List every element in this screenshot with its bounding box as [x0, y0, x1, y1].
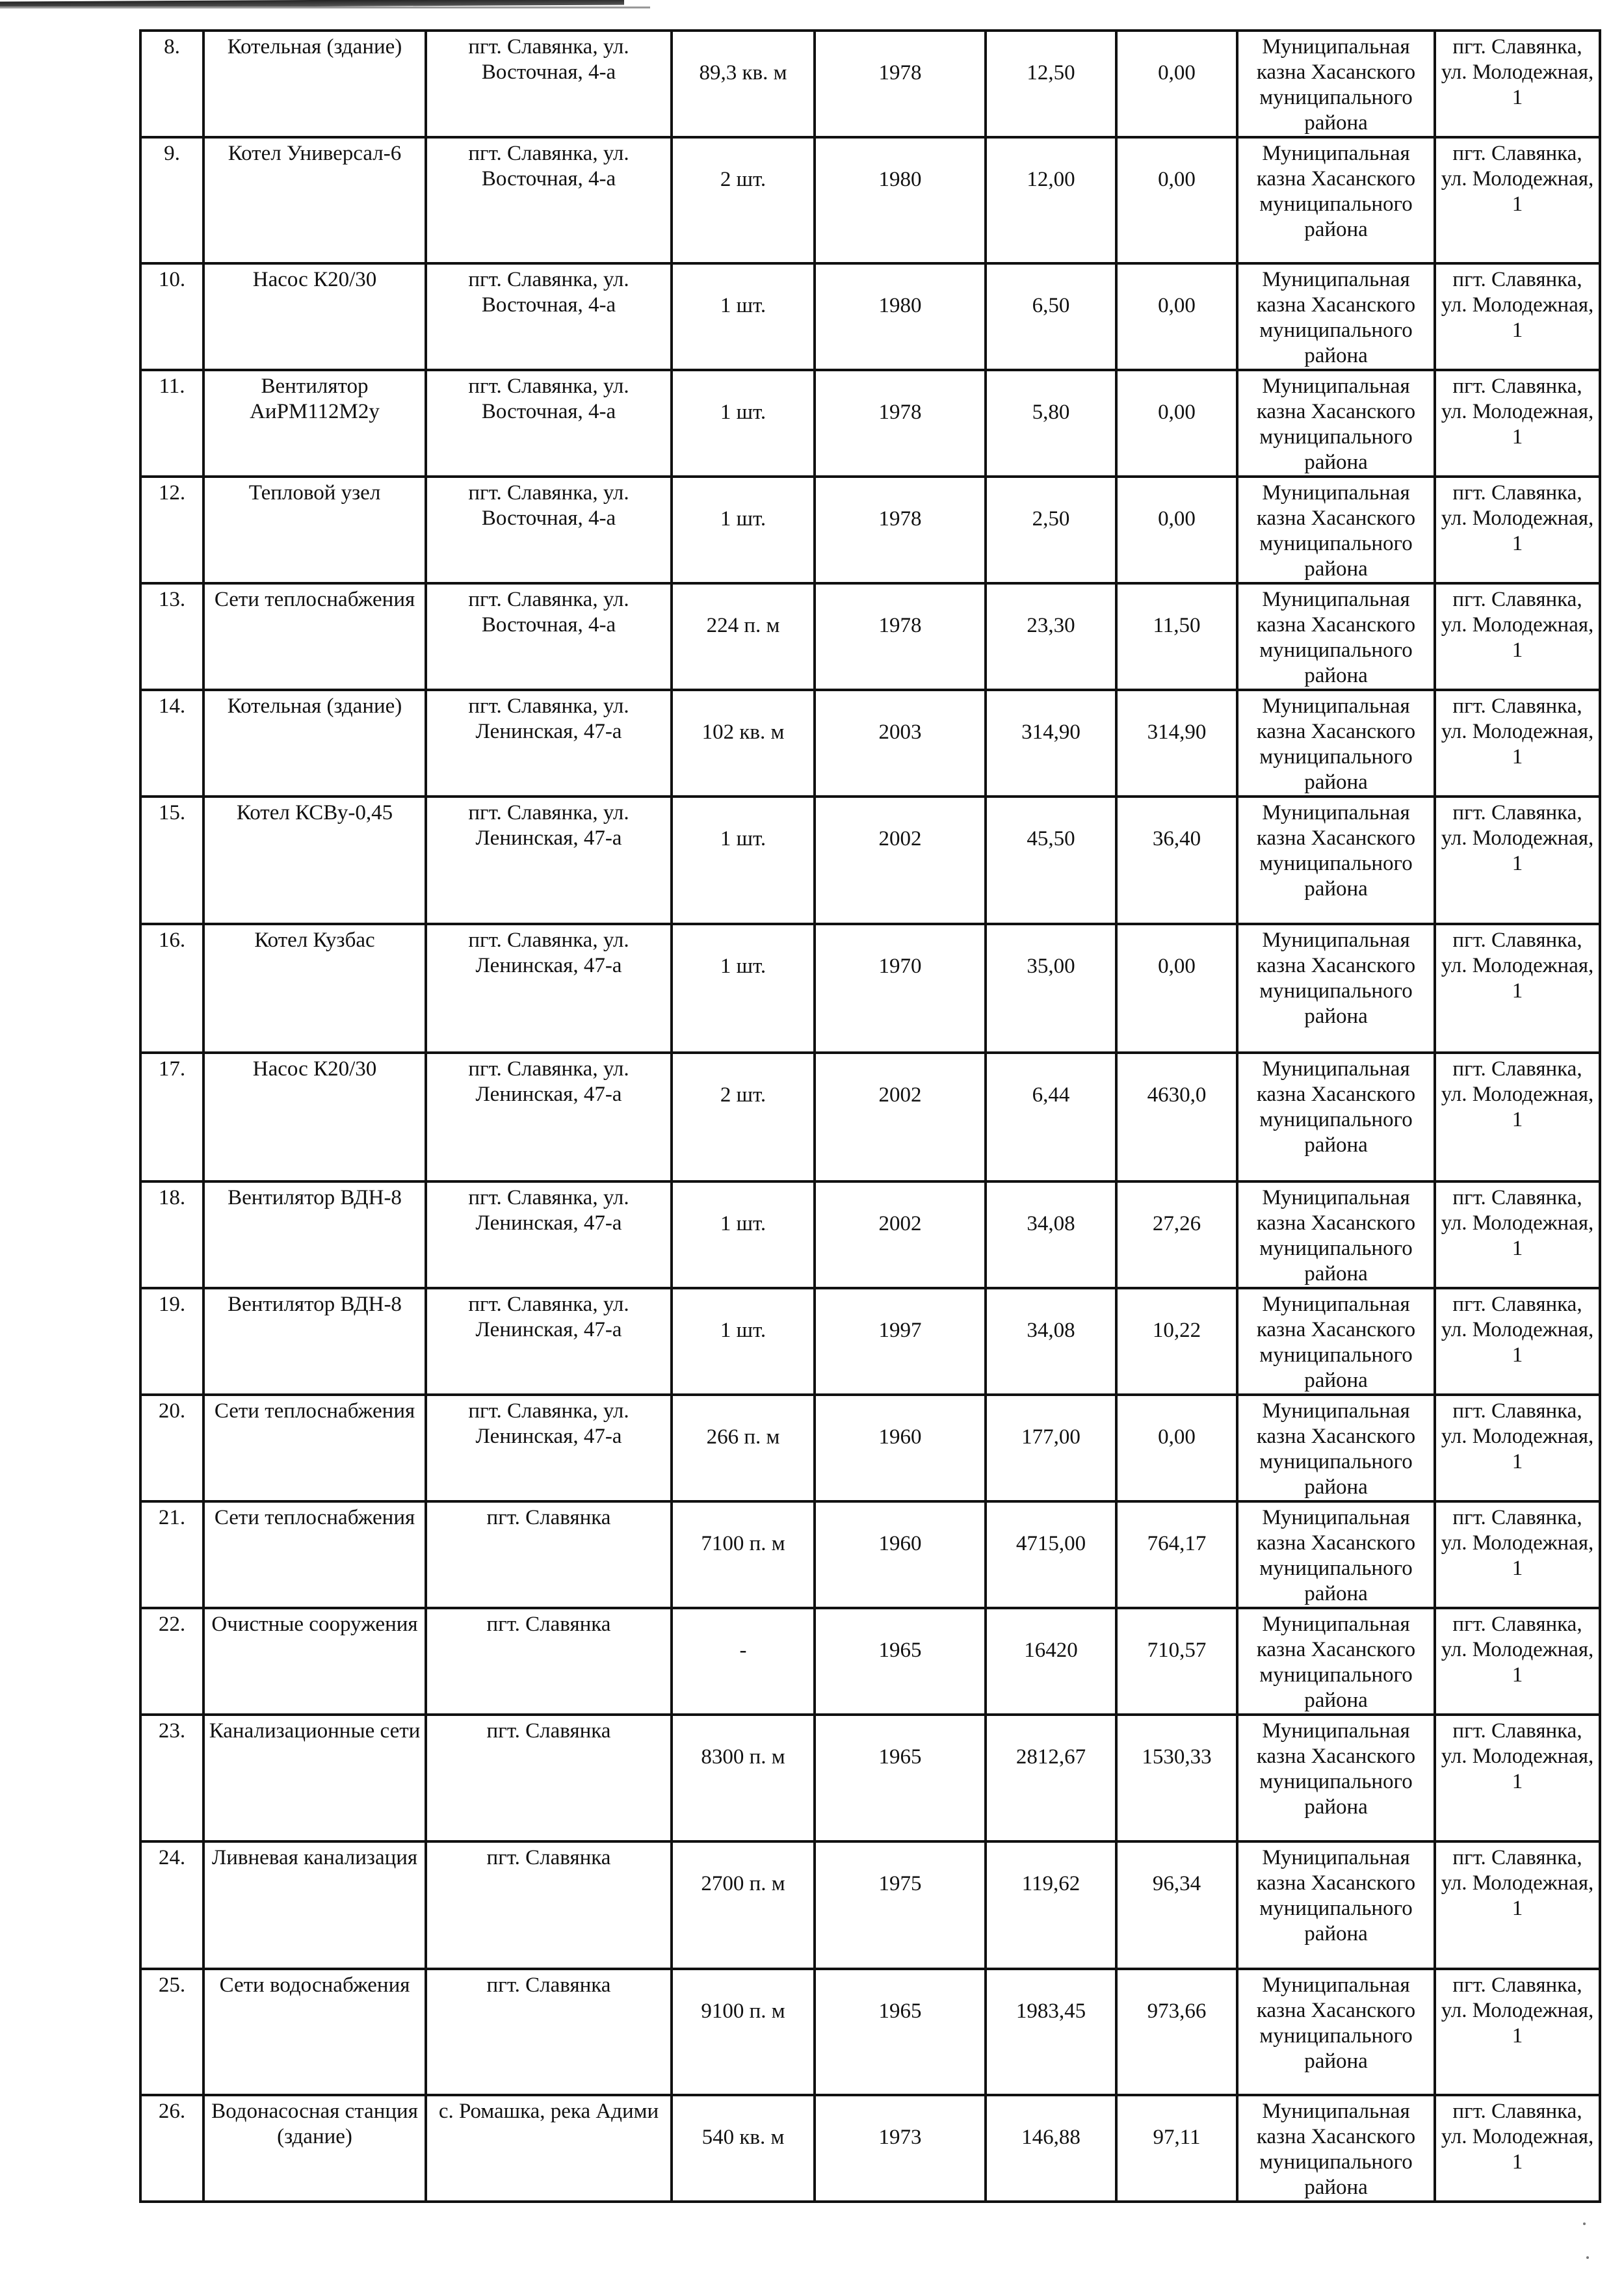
row-number-cell: 15. [140, 797, 203, 924]
book-value-cell: 2812,67 [986, 1715, 1116, 1841]
object-address-cell: пгт. Славянка, ул. Восточная, 4-а [426, 477, 672, 583]
holder-address-cell: пгт. Славянка, ул. Молодежная, 1 [1435, 583, 1600, 690]
object-address-cell: пгт. Славянка, ул. Ленинская, 47-а [426, 924, 672, 1053]
owner-cell: Муниципальная казна Хасанского муниципального района [1237, 797, 1435, 924]
scan-speck [1583, 2222, 1586, 2225]
year-built-cell: 1970 [815, 924, 986, 1053]
residual-value-cell: 11,50 [1116, 583, 1237, 690]
quantity-cell: 89,3 кв. м [672, 31, 815, 137]
book-value-cell: 146,88 [986, 2095, 1116, 2202]
table-row [140, 137, 1600, 263]
residual-value-cell: 710,57 [1116, 1608, 1237, 1715]
object-address-cell: пгт. Славянка, ул. Ленинская, 47-а [426, 1288, 672, 1395]
holder-address-cell: пгт. Славянка, ул. Молодежная, 1 [1435, 1608, 1600, 1715]
object-name-cell: Насос К20/30 [203, 263, 426, 370]
book-value-cell: 6,44 [986, 1053, 1116, 1181]
table-row [140, 1969, 1600, 2095]
year-built-cell: 1965 [815, 1608, 986, 1715]
book-value-cell: 4715,00 [986, 1501, 1116, 1608]
holder-address-cell: пгт. Славянка, ул. Молодежная, 1 [1435, 2095, 1600, 2202]
table-row [140, 1395, 1600, 1501]
owner-cell: Муниципальная казна Хасанского муниципального района [1237, 1969, 1435, 2095]
quantity-cell: 2700 п. м [672, 1841, 815, 1969]
residual-value-cell: 0,00 [1116, 263, 1237, 370]
owner-cell: Муниципальная казна Хасанского муниципального района [1237, 1181, 1435, 1288]
object-name-cell: Вентилятор АиРМ112М2у [203, 370, 426, 477]
book-value-cell: 6,50 [986, 263, 1116, 370]
object-address-cell: пгт. Славянка [426, 1715, 672, 1841]
year-built-cell: 2003 [815, 690, 986, 797]
row-number-cell: 13. [140, 583, 203, 690]
table-row [140, 1053, 1600, 1181]
quantity-cell: 2 шт. [672, 137, 815, 263]
year-built-cell: 1978 [815, 370, 986, 477]
book-value-cell: 314,90 [986, 690, 1116, 797]
residual-value-cell: 36,40 [1116, 797, 1237, 924]
year-built-cell: 1973 [815, 2095, 986, 2202]
table-row [140, 1288, 1600, 1395]
year-built-cell: 1978 [815, 31, 986, 137]
object-address-cell: пгт. Славянка, ул. Ленинская, 47-а [426, 1181, 672, 1288]
row-number-cell: 18. [140, 1181, 203, 1288]
owner-cell: Муниципальная казна Хасанского муниципального района [1237, 1841, 1435, 1969]
row-number-cell: 24. [140, 1841, 203, 1969]
residual-value-cell: 0,00 [1116, 477, 1237, 583]
residual-value-cell: 973,66 [1116, 1969, 1237, 2095]
year-built-cell: 1960 [815, 1395, 986, 1501]
row-number-cell: 20. [140, 1395, 203, 1501]
owner-cell: Муниципальная казна Хасанского муниципального района [1237, 2095, 1435, 2202]
object-address-cell: пгт. Славянка, ул. Восточная, 4-а [426, 31, 672, 137]
book-value-cell: 34,08 [986, 1288, 1116, 1395]
residual-value-cell: 314,90 [1116, 690, 1237, 797]
owner-cell: Муниципальная казна Хасанского муниципального района [1237, 31, 1435, 137]
quantity-cell: 7100 п. м [672, 1501, 815, 1608]
holder-address-cell: пгт. Славянка, ул. Молодежная, 1 [1435, 924, 1600, 1053]
table-row [140, 1841, 1600, 1969]
object-address-cell: пгт. Славянка, ул. Восточная, 4-а [426, 263, 672, 370]
holder-address-cell: пгт. Славянка, ул. Молодежная, 1 [1435, 1288, 1600, 1395]
quantity-cell: 1 шт. [672, 1181, 815, 1288]
holder-address-cell: пгт. Славянка, ул. Молодежная, 1 [1435, 370, 1600, 477]
object-address-cell: пгт. Славянка, ул. Ленинская, 47-а [426, 1395, 672, 1501]
residual-value-cell: 97,11 [1116, 2095, 1237, 2202]
holder-address-cell: пгт. Славянка, ул. Молодежная, 1 [1435, 137, 1600, 263]
object-name-cell: Сети теплоснабжения [203, 1501, 426, 1608]
residual-value-cell: 27,26 [1116, 1181, 1237, 1288]
row-number-cell: 26. [140, 2095, 203, 2202]
object-address-cell: пгт. Славянка [426, 1501, 672, 1608]
row-number-cell: 16. [140, 924, 203, 1053]
year-built-cell: 1980 [815, 137, 986, 263]
table-row [140, 31, 1600, 137]
object-address-cell: с. Ромашка, река Адими [426, 2095, 672, 2202]
object-address-cell: пгт. Славянка, ул. Ленинская, 47-а [426, 690, 672, 797]
owner-cell: Муниципальная казна Хасанского муниципального района [1237, 924, 1435, 1053]
owner-cell: Муниципальная казна Хасанского муниципального района [1237, 1715, 1435, 1841]
table-row [140, 263, 1600, 370]
book-value-cell: 34,08 [986, 1181, 1116, 1288]
quantity-cell: 266 п. м [672, 1395, 815, 1501]
table-row [140, 370, 1600, 477]
row-number-cell: 21. [140, 1501, 203, 1608]
owner-cell: Муниципальная казна Хасанского муниципального района [1237, 1395, 1435, 1501]
quantity-cell: 1 шт. [672, 477, 815, 583]
object-name-cell: Котельная (здание) [203, 31, 426, 137]
owner-cell: Муниципальная казна Хасанского муниципального района [1237, 583, 1435, 690]
quantity-cell: - [672, 1608, 815, 1715]
book-value-cell: 1983,45 [986, 1969, 1116, 2095]
year-built-cell: 1978 [815, 477, 986, 583]
quantity-cell: 9100 п. м [672, 1969, 815, 2095]
owner-cell: Муниципальная казна Хасанского муниципального района [1237, 1288, 1435, 1395]
holder-address-cell: пгт. Славянка, ул. Молодежная, 1 [1435, 1053, 1600, 1181]
residual-value-cell: 764,17 [1116, 1501, 1237, 1608]
owner-cell: Муниципальная казна Хасанского муниципального района [1237, 690, 1435, 797]
holder-address-cell: пгт. Славянка, ул. Молодежная, 1 [1435, 31, 1600, 137]
residual-value-cell: 0,00 [1116, 924, 1237, 1053]
year-built-cell: 1975 [815, 1841, 986, 1969]
book-value-cell: 119,62 [986, 1841, 1116, 1969]
book-value-cell: 16420 [986, 1608, 1116, 1715]
table-row [140, 690, 1600, 797]
year-built-cell: 2002 [815, 1053, 986, 1181]
row-number-cell: 19. [140, 1288, 203, 1395]
year-built-cell: 1965 [815, 1715, 986, 1841]
object-name-cell: Водонасосная станция (здание) [203, 2095, 426, 2202]
book-value-cell: 45,50 [986, 797, 1116, 924]
residual-value-cell: 10,22 [1116, 1288, 1237, 1395]
holder-address-cell: пгт. Славянка, ул. Молодежная, 1 [1435, 477, 1600, 583]
owner-cell: Муниципальная казна Хасанского муниципального района [1237, 477, 1435, 583]
year-built-cell: 1960 [815, 1501, 986, 1608]
scan-artifact-line [0, 7, 650, 8]
book-value-cell: 177,00 [986, 1395, 1116, 1501]
object-name-cell: Котел КСВу-0,45 [203, 797, 426, 924]
table-row [140, 1608, 1600, 1715]
owner-cell: Муниципальная казна Хасанского муниципального района [1237, 1053, 1435, 1181]
holder-address-cell: пгт. Славянка, ул. Молодежная, 1 [1435, 1841, 1600, 1969]
object-address-cell: пгт. Славянка, ул. Ленинская, 47-а [426, 1053, 672, 1181]
year-built-cell: 1978 [815, 583, 986, 690]
scan-speck [1586, 2256, 1589, 2259]
book-value-cell: 23,30 [986, 583, 1116, 690]
year-built-cell: 2002 [815, 797, 986, 924]
object-address-cell: пгт. Славянка, ул. Восточная, 4-а [426, 137, 672, 263]
quantity-cell: 540 кв. м [672, 2095, 815, 2202]
row-number-cell: 17. [140, 1053, 203, 1181]
row-number-cell: 11. [140, 370, 203, 477]
holder-address-cell: пгт. Славянка, ул. Молодежная, 1 [1435, 1181, 1600, 1288]
holder-address-cell: пгт. Славянка, ул. Молодежная, 1 [1435, 797, 1600, 924]
owner-cell: Муниципальная казна Хасанского муниципального района [1237, 1501, 1435, 1608]
object-name-cell: Канализационные сети [203, 1715, 426, 1841]
book-value-cell: 12,50 [986, 31, 1116, 137]
quantity-cell: 1 шт. [672, 797, 815, 924]
holder-address-cell: пгт. Славянка, ул. Молодежная, 1 [1435, 1715, 1600, 1841]
object-address-cell: пгт. Славянка [426, 1841, 672, 1969]
residual-value-cell: 0,00 [1116, 370, 1237, 477]
object-address-cell: пгт. Славянка, ул. Восточная, 4-а [426, 370, 672, 477]
residual-value-cell: 0,00 [1116, 137, 1237, 263]
owner-cell: Муниципальная казна Хасанского муниципального района [1237, 263, 1435, 370]
quantity-cell: 8300 п. м [672, 1715, 815, 1841]
book-value-cell: 5,80 [986, 370, 1116, 477]
object-name-cell: Очистные сооружения [203, 1608, 426, 1715]
row-number-cell: 25. [140, 1969, 203, 2095]
residual-value-cell: 1530,33 [1116, 1715, 1237, 1841]
table-row [140, 1181, 1600, 1288]
table-row [140, 1715, 1600, 1841]
holder-address-cell: пгт. Славянка, ул. Молодежная, 1 [1435, 263, 1600, 370]
table-row [140, 2095, 1600, 2202]
book-value-cell: 12,00 [986, 137, 1116, 263]
year-built-cell: 1997 [815, 1288, 986, 1395]
object-name-cell: Тепловой узел [203, 477, 426, 583]
property-table [139, 29, 1601, 2203]
quantity-cell: 102 кв. м [672, 690, 815, 797]
quantity-cell: 224 п. м [672, 583, 815, 690]
row-number-cell: 23. [140, 1715, 203, 1841]
quantity-cell: 2 шт. [672, 1053, 815, 1181]
book-value-cell: 2,50 [986, 477, 1116, 583]
table-row [140, 1501, 1600, 1608]
holder-address-cell: пгт. Славянка, ул. Молодежная, 1 [1435, 1501, 1600, 1608]
owner-cell: Муниципальная казна Хасанского муниципального района [1237, 137, 1435, 263]
row-number-cell: 8. [140, 31, 203, 137]
row-number-cell: 12. [140, 477, 203, 583]
object-address-cell: пгт. Славянка [426, 1608, 672, 1715]
row-number-cell: 14. [140, 690, 203, 797]
table-row [140, 583, 1600, 690]
row-number-cell: 10. [140, 263, 203, 370]
residual-value-cell: 0,00 [1116, 31, 1237, 137]
row-number-cell: 9. [140, 137, 203, 263]
table-row [140, 924, 1600, 1053]
object-name-cell: Вентилятор ВДН-8 [203, 1181, 426, 1288]
year-built-cell: 1965 [815, 1969, 986, 2095]
table-row [140, 797, 1600, 924]
residual-value-cell: 4630,0 [1116, 1053, 1237, 1181]
object-name-cell: Котельная (здание) [203, 690, 426, 797]
quantity-cell: 1 шт. [672, 263, 815, 370]
object-name-cell: Котел Универсал-6 [203, 137, 426, 263]
object-name-cell: Ливневая канализация [203, 1841, 426, 1969]
object-name-cell: Котел Кузбас [203, 924, 426, 1053]
object-name-cell: Сети теплоснабжения [203, 1395, 426, 1501]
object-address-cell: пгт. Славянка [426, 1969, 672, 2095]
object-address-cell: пгт. Славянка, ул. Восточная, 4-а [426, 583, 672, 690]
object-name-cell: Сети теплоснабжения [203, 583, 426, 690]
object-address-cell: пгт. Славянка, ул. Ленинская, 47-а [426, 797, 672, 924]
owner-cell: Муниципальная казна Хасанского муниципального района [1237, 1608, 1435, 1715]
row-number-cell: 22. [140, 1608, 203, 1715]
object-name-cell: Насос К20/30 [203, 1053, 426, 1181]
holder-address-cell: пгт. Славянка, ул. Молодежная, 1 [1435, 690, 1600, 797]
residual-value-cell: 0,00 [1116, 1395, 1237, 1501]
holder-address-cell: пгт. Славянка, ул. Молодежная, 1 [1435, 1969, 1600, 2095]
book-value-cell: 35,00 [986, 924, 1116, 1053]
quantity-cell: 1 шт. [672, 924, 815, 1053]
year-built-cell: 1980 [815, 263, 986, 370]
quantity-cell: 1 шт. [672, 370, 815, 477]
object-name-cell: Вентилятор ВДН-8 [203, 1288, 426, 1395]
object-name-cell: Сети водоснабжения [203, 1969, 426, 2095]
table-row [140, 477, 1600, 583]
owner-cell: Муниципальная казна Хасанского муниципального района [1237, 370, 1435, 477]
residual-value-cell: 96,34 [1116, 1841, 1237, 1969]
quantity-cell: 1 шт. [672, 1288, 815, 1395]
holder-address-cell: пгт. Славянка, ул. Молодежная, 1 [1435, 1395, 1600, 1501]
year-built-cell: 2002 [815, 1181, 986, 1288]
